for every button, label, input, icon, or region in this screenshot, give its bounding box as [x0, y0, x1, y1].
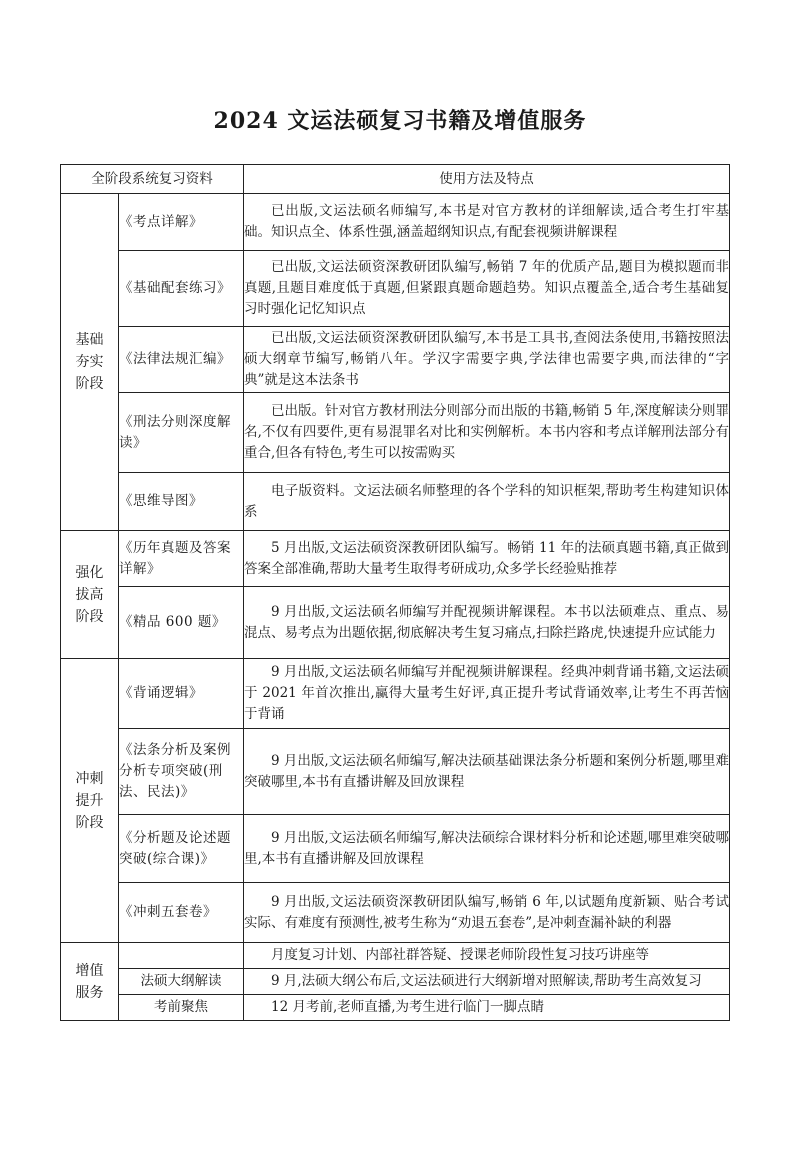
book-description: 9 月出版,文运法硕名师编写,解决法硕基础课法条分析题和案例分析题,哪里难突破哪里,本书有直播讲解及回放课程 [244, 729, 730, 815]
stage-label-line: 基础 [75, 332, 104, 348]
table-row [61, 393, 730, 473]
table-row [61, 943, 730, 969]
table-header-row [61, 165, 730, 194]
stage-label-line: 阶段 [75, 608, 104, 625]
book-title: 《精品 600 题》 [119, 587, 244, 659]
table-row [61, 729, 730, 815]
stage-label-line: 增值 [75, 962, 104, 979]
service-name: 考前聚焦 [119, 995, 244, 1021]
book-description: 已出版,文运法硕名师编写,本书是对官方教材的详细解读,适合考生打牢基础。知识点全、体系性强,涵盖超纲知识点,有配套视频讲解课程 [244, 194, 730, 251]
book-title: 《背诵逻辑》 [119, 659, 244, 729]
service-name [119, 943, 244, 969]
book-description: 已出版,文运法硕资深教研团队编写,本书是工具书,查阅法条使用,书籍按照法硕大纲章节编写,畅销八年。学汉字需要字典,学法律也需要字典,而法律的“字典”就是这本法条书 [244, 327, 730, 393]
book-title: 《分析题及论述题突破(综合课)》 [119, 815, 244, 883]
stage-label-line: 强化 [75, 564, 104, 581]
book-title: 《法律法规汇编》 [119, 327, 244, 393]
table-row [61, 659, 730, 729]
table-row [61, 251, 730, 327]
service-description: 9 月,法硕大纲公布后,文运法硕进行大纲新增对照解读,帮助考生高效复习 [244, 969, 730, 995]
stage-label-line: 服务 [75, 984, 104, 1001]
service-description: 月度复习计划、内部社群答疑、授课老师阶段性复习技巧讲座等 [244, 943, 730, 969]
service-name: 法硕大纲解读 [119, 969, 244, 995]
book-description: 已出版,文运法硕资深教研团队编写,畅销 7 年的优质产品,题目为模拟题而非真题,且题目难度低于真题,但紧跟真题命题趋势。知识点覆盖全,适合考生基础复习时强化记忆知识点 [244, 251, 730, 327]
page-title: 2024 文运法硕复习书籍及增值服务 [213, 108, 587, 134]
table-row [61, 969, 730, 995]
book-title: 《基础配套练习》 [119, 251, 244, 327]
book-title: 《冲刺五套卷》 [119, 883, 244, 943]
stage-label-line: 提升 [75, 792, 104, 809]
service-description: 12 月考前,老师直播,为考生进行临门一脚点睛 [244, 995, 730, 1021]
stage-cell-foundation [61, 194, 119, 531]
book-description: 9 月出版,文运法硕名师编写并配视频讲解课程。本书以法硕难点、重点、易混点、易考点为出题依据,彻底解决考生复习痛点,扫除拦路虎,快速提升应试能力 [244, 587, 730, 659]
book-description: 9 月出版,文运法硕名师编写,解决法硕综合课材料分析和论述题,哪里难突破哪里,本书有直播讲解及回放课程 [244, 815, 730, 883]
book-description: 电子版资料。文运法硕名师整理的各个学科的知识框架,帮助考生构建知识体系 [244, 473, 730, 531]
table-row [61, 883, 730, 943]
book-title: 《历年真题及答案详解》 [119, 531, 244, 587]
stage-label-line: 阶段 [75, 814, 104, 831]
table-row [61, 815, 730, 883]
header-materials: 全阶段系统复习资料 [61, 165, 244, 194]
table-row [61, 327, 730, 393]
table-row [61, 587, 730, 659]
stage-cell-sprint [61, 659, 119, 943]
stage-label-line: 阶段 [75, 376, 104, 392]
book-title: 《刑法分则深度解读》 [119, 393, 244, 473]
header-usage: 使用方法及特点 [244, 165, 730, 194]
stage-label-line: 拔高 [75, 586, 104, 603]
book-description: 9 月出版,文运法硕名师编写并配视频讲解课程。经典冲刺背诵书籍,文运法硕于 2021 年首次推出,赢得大量考生好评,真正提升考试背诵效率,让考生不再苦恼于背诵 [244, 659, 730, 729]
table-row [61, 194, 730, 251]
stage-label-line: 冲刺 [75, 770, 104, 787]
stage-label-line: 夯实 [75, 354, 104, 370]
review-books-table [60, 164, 730, 1021]
book-title: 《法条分析及案例分析专项突破(刑法、民法)》 [119, 729, 244, 815]
stage-cell-intensive [61, 531, 119, 659]
book-title: 《考点详解》 [119, 194, 244, 251]
stage-cell-services [61, 943, 119, 1021]
table-row [61, 995, 730, 1021]
book-description: 已出版。针对官方教材刑法分则部分而出版的书籍,畅销 5 年,深度解读分则罪名,不仅有四要件,更有易混罪名对比和实例解析。本书内容和考点详解刑法部分有重合,但各有特色,考生可以按需购买 [244, 393, 730, 473]
table-row [61, 473, 730, 531]
table-row [61, 531, 730, 587]
book-description: 9 月出版,文运法硕资深教研团队编写,畅销 6 年,以试题角度新颖、贴合考试实际、有难度有预测性,被考生称为“劝退五套卷”,是冲刺查漏补缺的利器 [244, 883, 730, 943]
book-title: 《思维导图》 [119, 473, 244, 531]
book-description: 5 月出版,文运法硕资深教研团队编写。畅销 11 年的法硕真题书籍,真正做到答案全部准确,帮助大量考生取得考研成功,众多学长经验贴推荐 [244, 531, 730, 587]
